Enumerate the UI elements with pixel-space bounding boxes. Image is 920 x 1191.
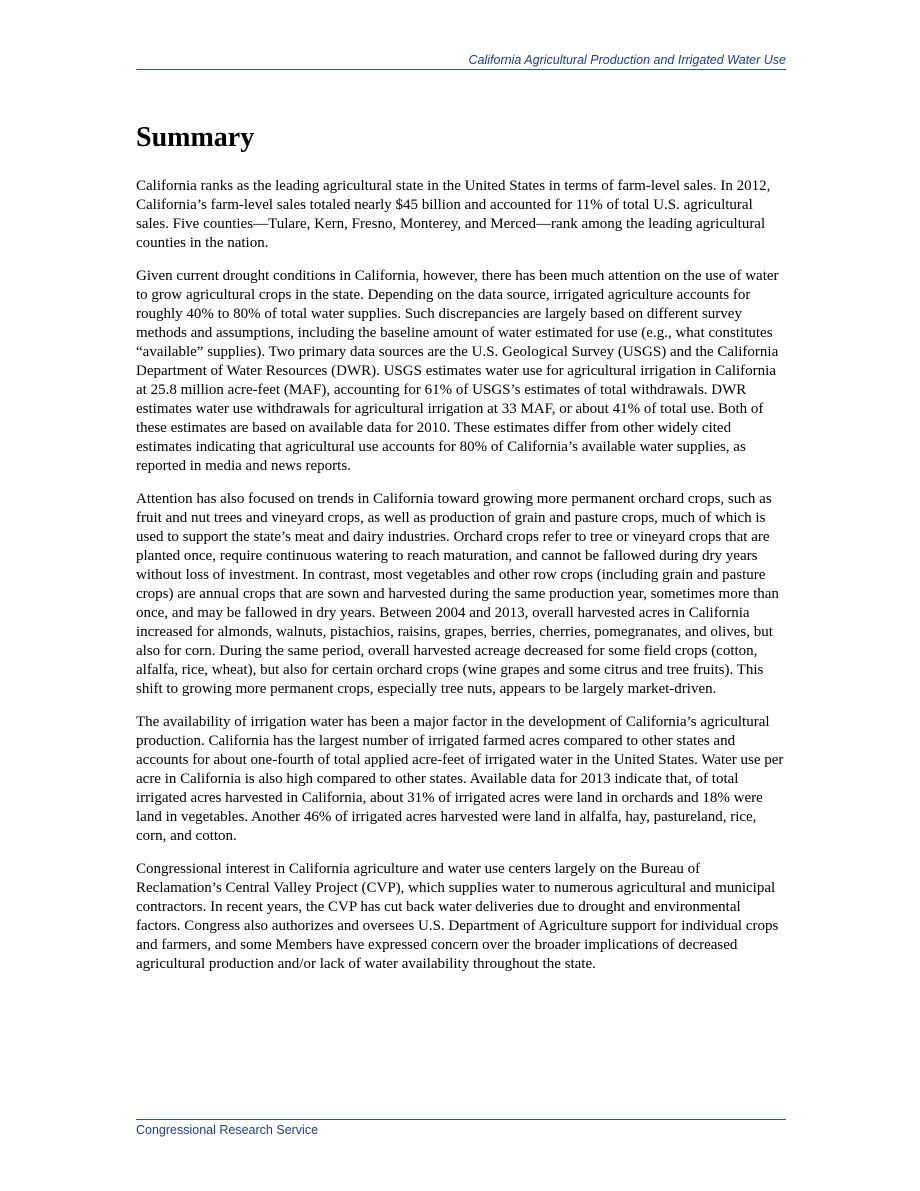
summary-body [136, 177, 786, 988]
paragraph-3: Attention has also focused on trends in California toward growing more permanent orchard crops, such as fruit and nut trees and vineyard crops, as well as production of grain and pasture crops, much of which is used to support the state’s meat and dairy industries. Orchard crops refer to tree or vineyard crops that are planted once, require continuous watering to reach maturation, and cannot be fallowed during dry years without loss of investment. In contrast, most vegetables and other row crops (including grain and pasture crops) are annual crops that are sown and harvested during the same production year, sometimes more than once, and may be fallowed in dry years. Between 2004 and 2013, overall harvested acres in California increased for almonds, walnuts, pistachios, raisins, grapes, berries, cherries, pomegranates, and olives, but also for corn. During the same period, overall harvested acreage decreased for some field crops (cotton, alfalfa, rice, wheat), but also for certain orchard crops (wine grapes and some citrus and tree fruits). This shift to growing more permanent crops, especially tree nuts, appears to be largely market-driven. [136, 491, 779, 697]
paragraph-2: Given current drought conditions in California, however, there has been much attention on the use of water to grow agricultural crops in the state. Depending on the data source, irrigated agriculture accounts for roughly 40% to 80% of total water supplies. Such discrepancies are largely based on different survey methods and assumptions, including the baseline amount of water estimated for use (e.g., what constitutes “available” supplies). Two primary data sources are the U.S. Geological Survey (USGS) and the California Department of Water Resources (DWR). USGS estimates water use for agricultural irrigation in California at 25.8 million acre-feet (MAF), accounting for 61% of USGS’s estimates of total withdrawals. DWR estimates water use withdrawals for agricultural irrigation at 33 MAF, or about 41% of total use. Both of these estimates are based on available data for 2010. These estimates differ from other widely cited estimates indicating that agricultural use accounts for 80% of California’s available water supplies, as reported in media and news reports. [136, 268, 779, 474]
paragraph-5: Congressional interest in California agriculture and water use centers largely on the Bureau of Reclamation’s Central Valley Project (CVP), which supplies water to numerous agricultural and municipal contractors. In recent years, the CVP has cut back water deliveries due to drought and environmental factors. Congress also authorizes and oversees U.S. Department of Agriculture support for individual crops and farmers, and some Members have expressed concern over the broader implications of decreased agricultural production and/or lack of water availability throughout the state. [136, 861, 779, 972]
running-header: California Agricultural Production and Irrigated Water Use [136, 53, 786, 70]
page-title: Summary [136, 122, 255, 153]
paragraph-4: The availability of irrigation water has been a major factor in the development of California’s agricultural production. California has the largest number of irrigated farmed acres compared to other states and accounts for about one-fourth of total applied acre-feet of irrigated water in the United States. Water use per acre in California is also high compared to other states. Available data for 2013 indicate that, of total irrigated acres harvested in California, about 31% of irrigated acres were land in orchards and 18% were land in vegetables. Another 46% of irrigated acres harvested were land in alfalfa, hay, pastureland, rice, corn, and cotton. [136, 714, 784, 844]
running-footer: Congressional Research Service [136, 1119, 786, 1137]
paragraph-1: California ranks as the leading agricultural state in the United States in terms of farm-level sales. In 2012, California’s farm-level sales totaled nearly $45 billion and accounted for 11% of total U.S. agricultural sales. Five counties—Tulare, Kern, Fresno, Monterey, and Merced—rank among the leading agricultural counties in the nation. [136, 178, 771, 251]
